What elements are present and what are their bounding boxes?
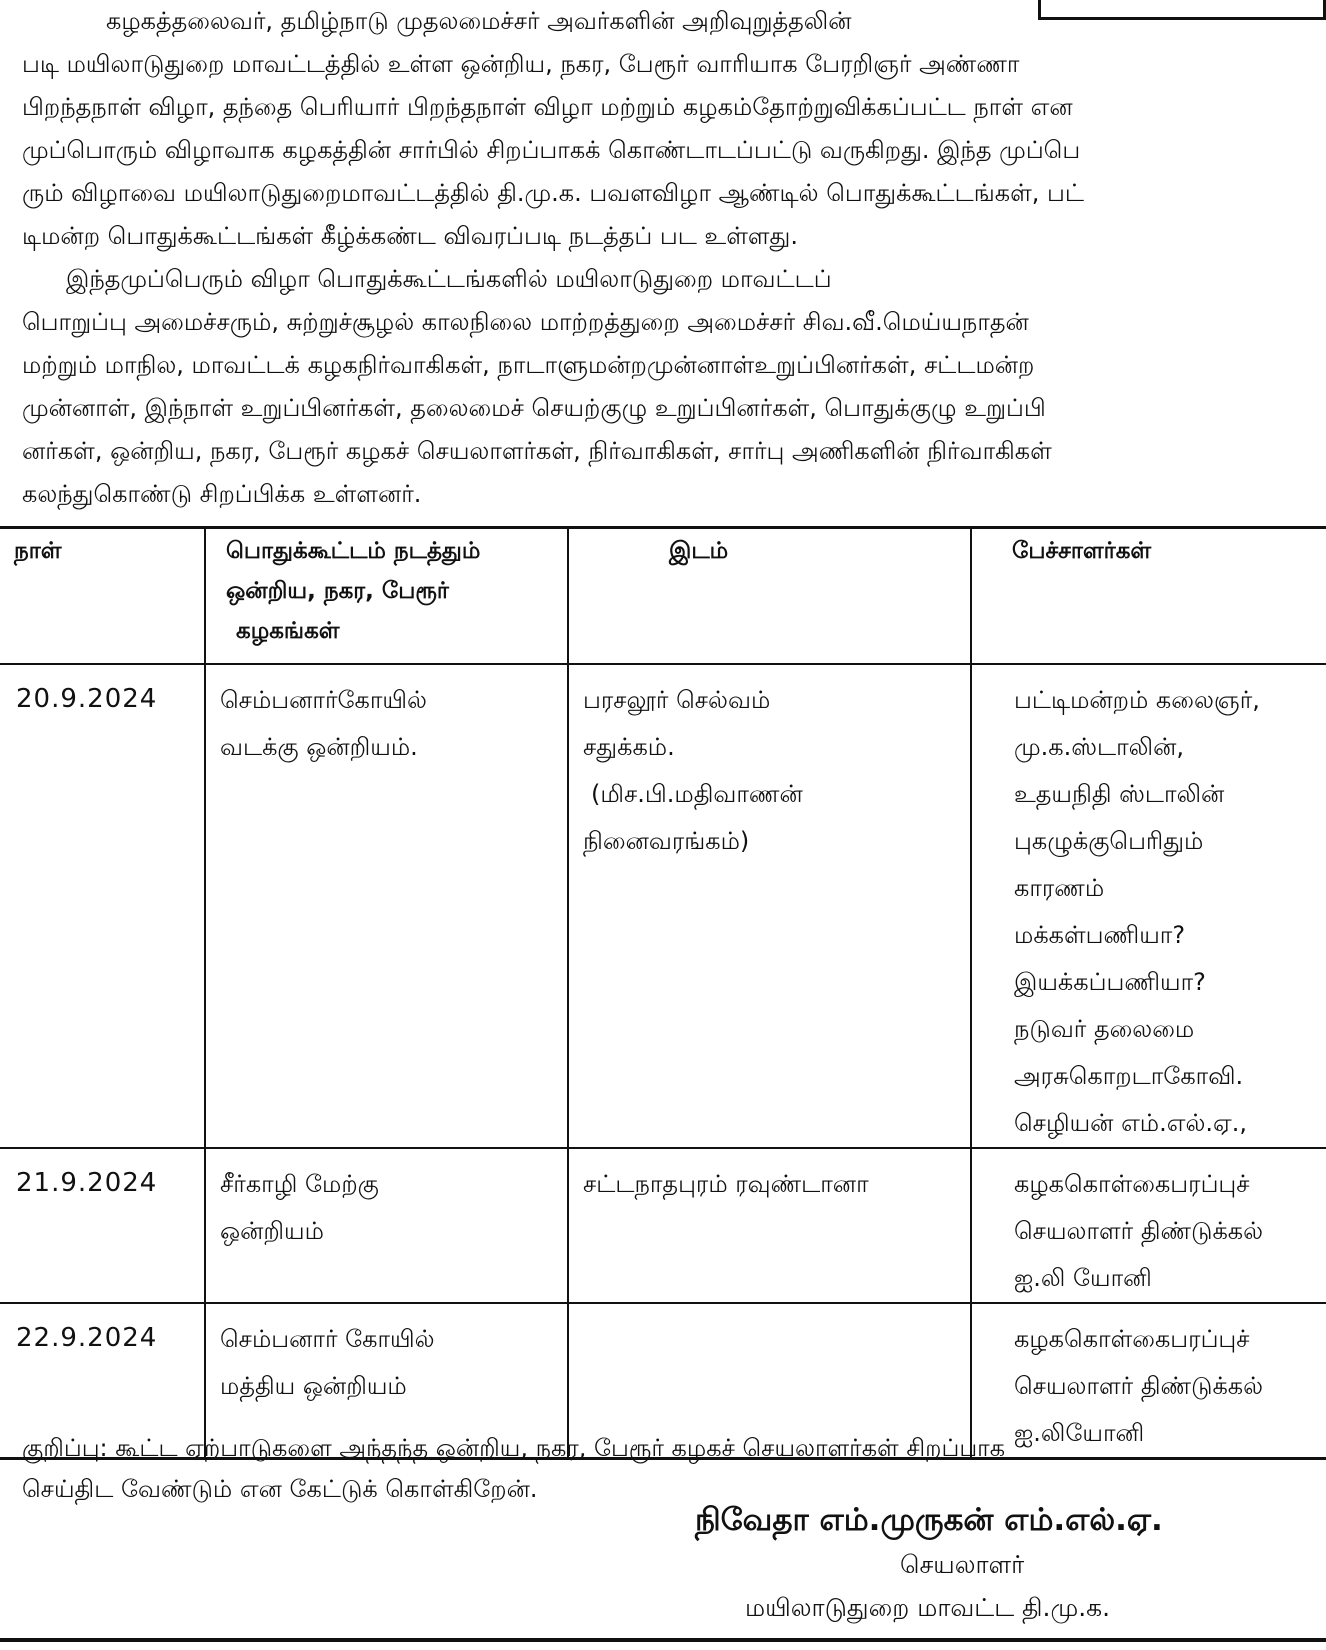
intro-line: மற்றும் மாநில, மாவட்டக் கழகநிர்வாகிகள், நாடாளுமன்றமுன்னாள்உறுப்பினர்கள், சட்டமன்ற (22, 351, 1035, 379)
cell-line: ஐ.லியோனி (1014, 1419, 1145, 1447)
row-date: 22.9.2024 (0, 1303, 205, 1459)
cell-line: செயலாளர் திண்டுக்கல் (1014, 1217, 1264, 1245)
cell-line: நடுவர் தலைமை (1014, 1015, 1195, 1043)
cell-line: உதயநிதி ஸ்டாலின் (1014, 780, 1225, 808)
cell-line: செம்பனார் கோயில் (220, 1325, 435, 1353)
intro-line: இந்தமுப்பெரும் விழா பொதுக்கூட்டங்களில் மயிலாடுதுறை மாவட்டப் (66, 265, 832, 293)
signatory-name: நிவேதா எம்.முருகன் எம்.எல்.ஏ. (695, 1502, 1163, 1538)
intro-line: டிமன்ற பொதுக்கூட்டங்கள் கீழ்க்கண்ட விவரப்படி நடத்தப் பட உள்ளது. (22, 222, 798, 250)
row-union (205, 1148, 568, 1303)
cell-line: செயலாளர் திண்டுக்கல் (1014, 1372, 1264, 1400)
row-speakers (971, 664, 1326, 1148)
intro-line: பிறந்தநாள் விழா, தந்தை பெரியார் பிறந்தநாள் விழா மற்றும் கழகம்தோற்றுவிக்கப்பட்ட நாள் என (22, 93, 1073, 121)
cell-line: அரசுகொறடாகோவி. (1014, 1062, 1244, 1090)
table-row (0, 1148, 1326, 1303)
header-venue: இடம் (568, 528, 971, 665)
cell-line: ஐ.லி யோனி (1014, 1264, 1152, 1292)
cell-line: கழககொள்கைபரப்புச் (1014, 1325, 1250, 1353)
row-date: 21.9.2024 (0, 1148, 205, 1303)
row-venue (568, 664, 971, 1148)
header-speakers: பேச்சாளர்கள் (971, 528, 1326, 665)
cell-line: கழககொள்கைபரப்புச் (1014, 1170, 1250, 1198)
intro-line: ரும் விழாவை மயிலாடுதுறைமாவட்டத்தில் தி.மு.க. பவளவிழா ஆண்டில் பொதுக்கூட்டங்கள், பட் (22, 179, 1084, 207)
header-union (205, 528, 568, 665)
row-venue (568, 1148, 971, 1303)
cell-line: சீர்காழி மேற்கு (220, 1170, 379, 1198)
header-union-line: ஒன்றிய, நகர, பேரூர் (226, 578, 449, 604)
cell-line: சதுக்கம். (583, 733, 675, 761)
intro-paragraph-1 (22, 0, 1312, 258)
header-union-line: கழகங்கள் (236, 618, 340, 644)
row-date: 20.9.2024 (0, 664, 205, 1148)
header-date: நாள் (0, 528, 205, 665)
cell-line: இயக்கப்பணியா? (1014, 968, 1206, 996)
intro-paragraph-2 (22, 258, 1312, 516)
cell-line: காரணம் (1014, 874, 1105, 902)
cell-line: மத்திய ஒன்றியம் (220, 1372, 407, 1400)
cell-line: ஒன்றியம் (220, 1217, 324, 1245)
cell-line: செம்பனார்கோயில் (220, 686, 427, 714)
intro-line: படி மயிலாடுதுறை மாவட்டத்தில் உள்ள ஒன்றிய, நகர, பேரூர் வாரியாக பேரறிஞர் அண்ணா (22, 50, 1020, 78)
table-row (0, 664, 1326, 1148)
intro-line: முப்பொரும் விழாவாக கழகத்தின் சார்பில் சிறப்பாகக் கொண்டாடப்பட்டு வருகிறது. இந்த முப்பெ (22, 136, 1081, 164)
header-union-line: பொதுக்கூட்டம் நடத்தும் (226, 538, 481, 564)
cell-line: (மிச.பி.மதிவாணன் (591, 780, 803, 808)
cell-line: வடக்கு ஒன்றியம். (220, 733, 418, 761)
signatory-department: மயிலாடுதுறை மாவட்ட தி.மு.க. (745, 1593, 1111, 1622)
signatory-title: செயலாளர் (900, 1550, 1025, 1579)
cell-line: சட்டநாதபுரம் ரவுண்டானா (583, 1170, 869, 1198)
note-line: செய்திட வேண்டும் என கேட்டுக் கொள்கிறேன். (22, 1475, 538, 1503)
row-union (205, 664, 568, 1148)
row-speakers (971, 1148, 1326, 1303)
table-header-row (0, 528, 1326, 665)
intro-line: பொறுப்பு அமைச்சரும், சுற்றுச்சூழல் காலநிலை மாற்றத்துறை அமைச்சர் சிவ.வீ.மெய்யநாதன் (22, 308, 1029, 336)
cell-line: மு.க.ஸ்டாலின், (1014, 733, 1185, 761)
cell-line: செழியன் எம்.எல்.ஏ., (1014, 1109, 1247, 1137)
intro-line: கழகத்தலைவர், தமிழ்நாடு முதலமைச்சர் அவர்களின் அறிவுறுத்தலின் (106, 7, 852, 35)
cell-line: பரசலூர் செல்வம் (583, 686, 771, 714)
note-line: குறிப்பு: கூட்ட ஏற்பாடுகளை அந்தந்த ஒன்றிய, நகர, பேரூர் கழகச் செயலாளர்கள் சிறப்பாக (22, 1434, 1006, 1462)
bottom-rule (0, 1638, 1326, 1642)
cell-line: பட்டிமன்றம் கலைஞர், (1014, 686, 1260, 714)
intro-line: கலந்துகொண்டு சிறப்பிக்க உள்ளனர். (22, 480, 422, 508)
schedule-table (0, 526, 1326, 1460)
cell-line: நினைவரங்கம்) (583, 827, 750, 855)
intro-line: னர்கள், ஒன்றிய, நகர, பேரூர் கழகச் செயலாளர்கள், நிர்வாகிகள், சார்பு அணிகளின் நிர்வாகிகள் (22, 437, 1052, 465)
cell-line: புகழுக்குபெரிதும் (1014, 827, 1204, 855)
intro-line: முன்னாள், இந்நாள் உறுப்பினர்கள், தலைமைச் செயற்குழு உறுப்பினர்கள், பொதுக்குழு உறுப்பி (22, 394, 1046, 422)
cell-line: மக்கள்பணியா? (1014, 921, 1186, 949)
